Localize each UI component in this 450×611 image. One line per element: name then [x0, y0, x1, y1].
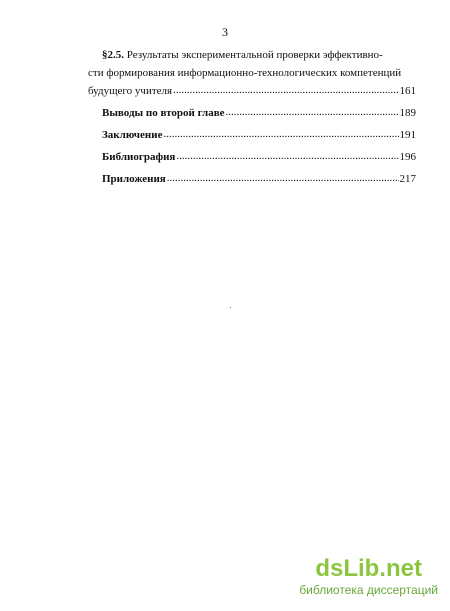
toc-entry-title: Заключение: [102, 129, 163, 141]
toc-entry-conclusions-chapter-2[interactable]: [88, 104, 416, 122]
toc-entry-title: Приложения: [102, 173, 166, 185]
toc-entry-last-line: [88, 82, 416, 100]
page-number: 3: [222, 25, 228, 39]
section-number: §2.5.: [102, 49, 124, 61]
watermark[interactable]: [299, 557, 438, 597]
dot-leader: [176, 147, 398, 165]
watermark-subtitle: библиотека диссертаций: [299, 583, 438, 597]
dot-leader: [167, 169, 399, 187]
dot-leader: [163, 125, 398, 143]
toc-entry-title-part-1: Результаты экспериментальной проверки эффективно-: [126, 49, 383, 61]
toc-entry-title-part-3: будущего учителя: [88, 85, 173, 97]
toc-entry-first-line: [88, 46, 416, 64]
toc-entry-line: [88, 148, 416, 166]
toc-entry-appendices[interactable]: [88, 170, 416, 188]
toc-entry-title-part-2: сти формирования информационно-технологических компетенций: [88, 67, 402, 79]
toc-entry-line: [88, 126, 416, 144]
toc-entry-line: [88, 170, 416, 188]
toc-page-number: 161: [399, 85, 416, 97]
dot-leader: [173, 81, 398, 99]
toc-entry-section-2-5[interactable]: [88, 46, 416, 100]
toc-page-number: 191: [399, 129, 416, 141]
table-of-contents: [88, 46, 416, 192]
dot-leader: [226, 103, 399, 121]
toc-entry-bibliography[interactable]: [88, 148, 416, 166]
toc-page-number: 196: [399, 151, 416, 163]
toc-entry-conclusion[interactable]: [88, 126, 416, 144]
toc-page-number: 189: [399, 107, 416, 119]
toc-entry-continuation: [88, 64, 416, 82]
toc-page-number: 217: [399, 173, 416, 185]
watermark-logo: dsLib.net: [315, 555, 422, 582]
toc-entry-title: Библиография: [102, 151, 176, 163]
toc-entry-line: [88, 104, 416, 122]
scan-speck: [230, 307, 231, 308]
toc-entry-title: Выводы по второй главе: [102, 107, 225, 119]
